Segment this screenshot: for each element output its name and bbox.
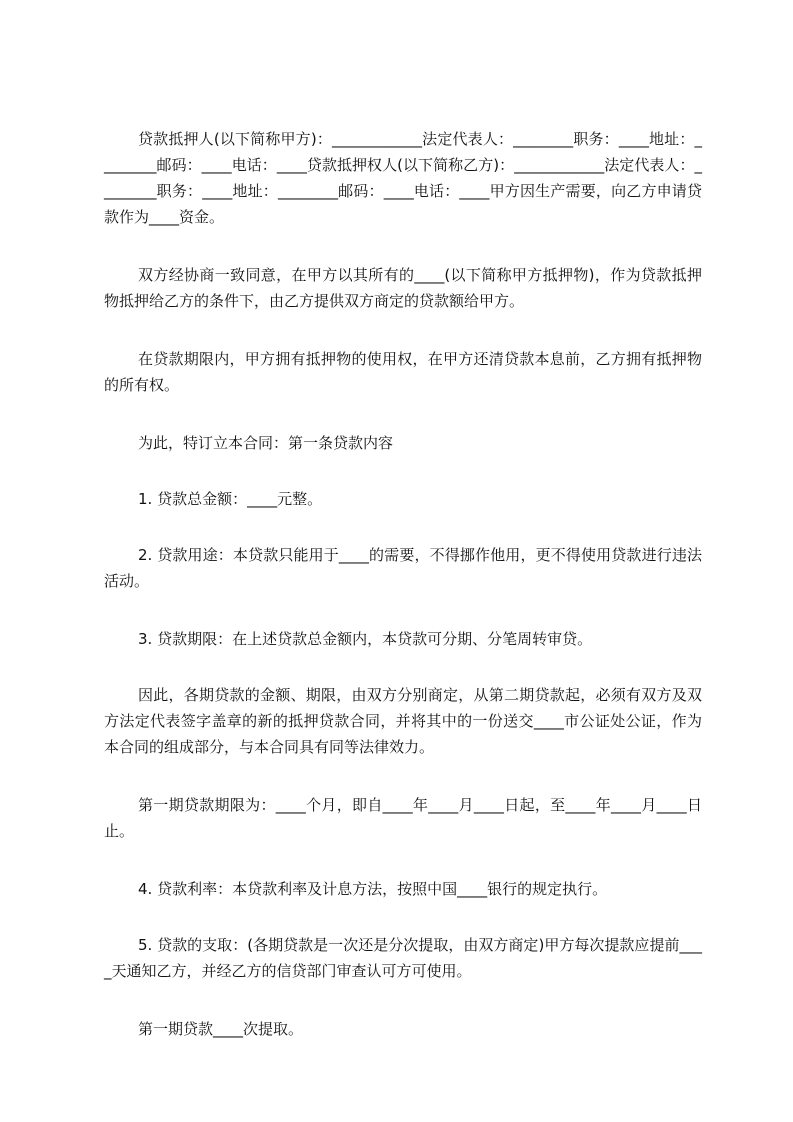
document-body	[104, 126, 702, 1074]
paragraph-installments: 因此，各期贷款的金额、期限，由双方分别商定，从第二期贷款起，必须有双方及双方法定代表签字盖章的新的抵押贷款合同，并将其中的一份送交____市公证处公证，作为本合同的组成部分，与本合同具有同等法律效力。	[104, 686, 702, 756]
paragraph-loan-amount: 1. 贷款总金额：____元整。	[138, 490, 323, 508]
paragraph-agreement: 双方经协商一致同意，在甲方以其所有的____(以下简称甲方抵押物)，作为贷款抵押物抵押给乙方的条件下，由乙方提供双方商定的贷款额给甲方。	[104, 266, 702, 310]
paragraph-withdrawal: 5. 贷款的支取：(各期贷款是一次还是分次提取，由双方商定)甲方每次提款应提前____天通知乙方，并经乙方的信贷部门审查认可方可使用。	[104, 936, 702, 980]
paragraph-article-one: 为此，特订立本合同：第一条贷款内容	[138, 434, 394, 452]
paragraph-parties: 贷款抵押人(以下简称甲方)：____________法定代表人：________职务：____地址：________邮码：____电话：____贷款抵押权人(以下简称乙方)：____________法定代表人：________职务：____地址：________邮码：____电话：____甲方因生产需要，向乙方申请贷款作为____资金。	[104, 130, 702, 226]
paragraph-ownership: 在贷款期限内，甲方拥有抵押物的使用权，在甲方还清贷款本息前，乙方拥有抵押物的所有权。	[104, 350, 702, 394]
paragraph-first-term: 第一期贷款期限为：____个月，即自____年____月____日起，至____年____月____日止。	[104, 796, 702, 840]
paragraph-loan-term: 3. 贷款期限：在上述贷款总金额内，本贷款可分期、分笔周转审贷。	[138, 630, 593, 648]
paragraph-loan-usage: 2. 贷款用途：本贷款只能用于____的需要，不得挪作他用，更不得使用贷款进行违法活动。	[104, 546, 702, 590]
paragraph-first-withdrawal: 第一期贷款____次提取。	[138, 1020, 304, 1038]
paragraph-interest-rate: 4. 贷款利率：本贷款利率及计息方法，按照中国____银行的规定执行。	[138, 880, 608, 898]
